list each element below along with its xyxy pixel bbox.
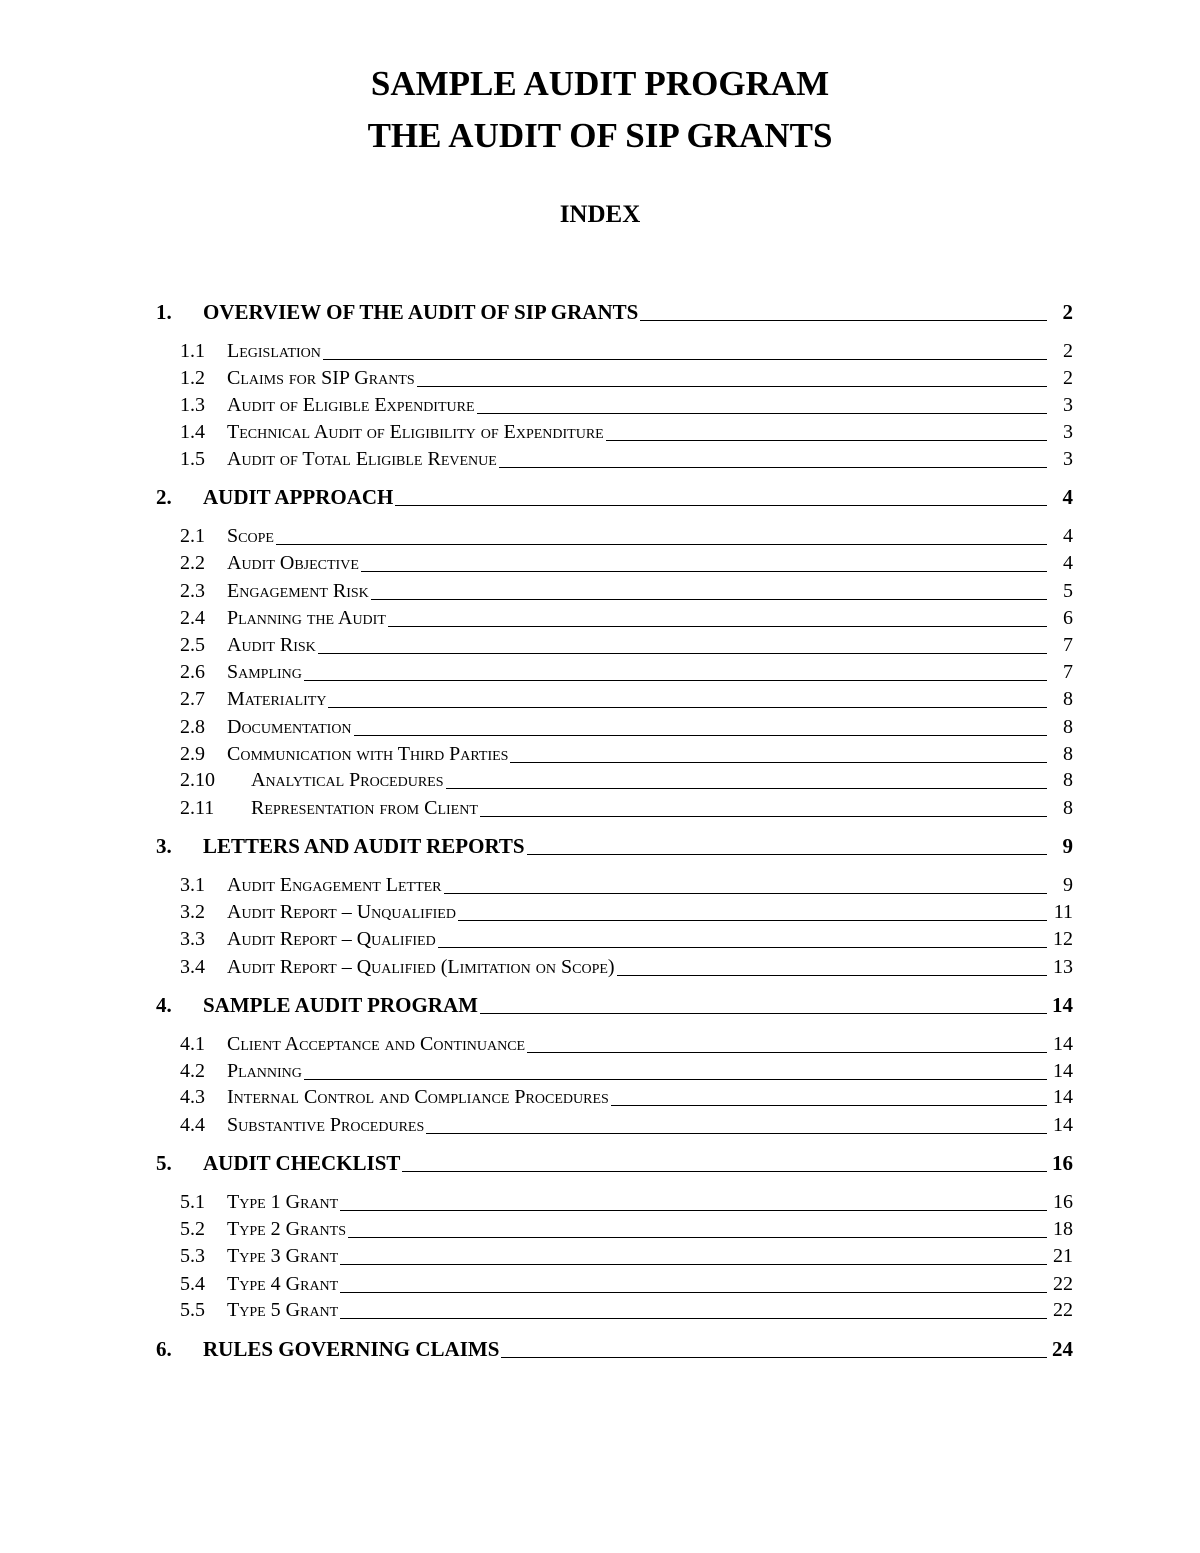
toc-number: 1.1 (180, 340, 205, 362)
toc-leader (340, 1296, 1047, 1319)
toc-page-number: 3 (1063, 421, 1073, 443)
toc-section[interactable] (0, 991, 1200, 1019)
toc-page-number: 21 (1053, 1245, 1073, 1267)
toc-number: 4.3 (180, 1086, 205, 1108)
toc-leader (611, 1083, 1047, 1106)
toc-page-number: 3 (1063, 448, 1073, 470)
toc-leader (458, 898, 1047, 921)
toc-leader (426, 1111, 1047, 1134)
toc-number: 1.2 (180, 367, 205, 389)
toc-number: 1.4 (180, 421, 205, 443)
toc-title: Communication with Third Parties (227, 743, 509, 765)
toc-title: Audit Report – Qualified (227, 928, 436, 950)
toc-page-number: 2 (1063, 340, 1073, 362)
toc-section[interactable] (0, 1149, 1200, 1177)
toc-title: Type 1 Grant (227, 1191, 339, 1213)
toc-leader (318, 631, 1047, 654)
toc-page-number: 14 (1053, 1086, 1073, 1108)
toc-title: AUDIT CHECKLIST (203, 1151, 401, 1175)
toc-title: Engagement Risk (227, 580, 369, 602)
toc-title: Client Acceptance and Continuance (227, 1033, 526, 1055)
toc-subsection[interactable] (0, 794, 1200, 822)
toc-number: 5.3 (180, 1245, 205, 1267)
toc-leader (617, 953, 1047, 976)
toc-page-number: 14 (1052, 993, 1073, 1017)
toc-leader (640, 298, 1047, 321)
toc-page-number: 2 (1062, 300, 1073, 324)
toc-page-number: 14 (1053, 1060, 1073, 1082)
toc-page-number: 16 (1053, 1191, 1073, 1213)
toc-title: Documentation (227, 716, 352, 738)
toc-number: 2.4 (180, 607, 205, 629)
toc-page-number: 9 (1063, 874, 1073, 896)
toc-leader (323, 337, 1047, 360)
toc-leader (276, 522, 1047, 545)
toc-page-number: 2 (1063, 367, 1073, 389)
toc-page-number: 8 (1063, 688, 1073, 710)
toc-page-number: 3 (1063, 394, 1073, 416)
toc-leader (388, 604, 1047, 627)
toc-subsection[interactable] (0, 925, 1200, 953)
toc-title: Analytical Procedures (251, 769, 444, 791)
toc-title: Claims for SIP Grants (227, 367, 415, 389)
toc-title: Audit of Total Eligible Revenue (227, 448, 497, 470)
toc-title: Audit of Eligible Expenditure (227, 394, 475, 416)
toc-number: 5.5 (180, 1299, 205, 1321)
toc-subsection[interactable] (0, 522, 1200, 550)
toc-subsection[interactable] (0, 1270, 1200, 1298)
toc-leader (499, 445, 1047, 468)
toc-number: 2.11 (180, 797, 215, 819)
toc-number: 1.3 (180, 394, 205, 416)
toc-number: 3.1 (180, 874, 205, 896)
toc-number: 2.6 (180, 661, 205, 683)
toc-number: 3.3 (180, 928, 205, 950)
toc-leader (527, 1030, 1047, 1053)
toc-number: 4.1 (180, 1033, 205, 1055)
toc-subsection[interactable] (0, 577, 1200, 605)
toc-title: Representation from Client (251, 797, 478, 819)
toc-leader (402, 1149, 1047, 1172)
toc-title: Materiality (227, 688, 327, 710)
toc-subsection[interactable] (0, 1296, 1200, 1324)
toc-page-number: 7 (1063, 634, 1073, 656)
toc-page-number: 16 (1052, 1151, 1073, 1175)
toc-subsection[interactable] (0, 871, 1200, 899)
toc-title: Scope (227, 525, 274, 547)
toc-title: Audit Risk (227, 634, 316, 656)
toc-number: 2.3 (180, 580, 205, 602)
toc-number: 3.4 (180, 956, 205, 978)
toc-subsection[interactable] (0, 953, 1200, 981)
toc-subsection[interactable] (0, 549, 1200, 577)
toc-subsection[interactable] (0, 1083, 1200, 1111)
toc-leader (348, 1215, 1047, 1238)
toc-subsection[interactable] (0, 1188, 1200, 1216)
toc-leader (527, 832, 1047, 855)
toc-leader (304, 658, 1047, 681)
toc-subsection[interactable] (0, 740, 1200, 768)
toc-subsection[interactable] (0, 713, 1200, 741)
toc-leader (304, 1057, 1047, 1080)
toc-title: Audit Report – Unqualified (227, 901, 456, 923)
toc-number: 5.2 (180, 1218, 205, 1240)
toc-page-number: 7 (1063, 661, 1073, 683)
toc-number: 2.8 (180, 716, 205, 738)
toc-page-number: 5 (1063, 580, 1073, 602)
toc-subsection[interactable] (0, 391, 1200, 419)
toc-number: 3.2 (180, 901, 205, 923)
toc-page-number: 4 (1063, 552, 1073, 574)
toc-number: 5. (156, 1151, 172, 1175)
toc-title: Substantive Procedures (227, 1114, 425, 1136)
toc-page-number: 9 (1062, 834, 1073, 858)
toc-title: Planning (227, 1060, 302, 1082)
index-heading: INDEX (559, 201, 641, 228)
toc-page-number: 18 (1053, 1218, 1073, 1240)
toc-subsection[interactable] (0, 604, 1200, 632)
toc-page-number: 8 (1063, 743, 1073, 765)
toc-title: Audit Report – Qualified (Limitation on Scope) (227, 956, 615, 978)
toc-page-number: 24 (1052, 1337, 1073, 1361)
toc-title: Technical Audit of Eligibility of Expenditure (227, 421, 604, 443)
toc-title: SAMPLE AUDIT PROGRAM (203, 993, 478, 1017)
toc-section[interactable] (0, 483, 1200, 511)
toc-leader (480, 991, 1047, 1014)
toc-page-number: 8 (1063, 797, 1073, 819)
toc-number: 4. (156, 993, 172, 1017)
toc-section[interactable] (0, 832, 1200, 860)
toc-leader (371, 577, 1047, 600)
toc-leader (417, 364, 1047, 387)
toc-leader (328, 685, 1047, 708)
toc-page-number: 14 (1053, 1114, 1073, 1136)
toc-subsection[interactable] (0, 337, 1200, 365)
toc-page-number: 14 (1053, 1033, 1073, 1055)
toc-leader (501, 1335, 1047, 1358)
toc-number: 4.2 (180, 1060, 205, 1082)
toc-page-number: 4 (1063, 525, 1073, 547)
toc-leader (606, 418, 1047, 441)
toc-title: LETTERS AND AUDIT REPORTS (203, 834, 525, 858)
toc-subsection[interactable] (0, 1030, 1200, 1058)
toc-leader (477, 391, 1047, 414)
toc-subsection[interactable] (0, 364, 1200, 392)
toc-page-number: 8 (1063, 716, 1073, 738)
toc-page-number: 13 (1053, 956, 1073, 978)
toc-number: 2.10 (180, 769, 215, 791)
toc-leader (395, 483, 1047, 506)
toc-subsection[interactable] (0, 658, 1200, 686)
toc-title: Planning the Audit (227, 607, 386, 629)
toc-leader (354, 713, 1047, 736)
toc-number: 2.9 (180, 743, 205, 765)
toc-title: RULES GOVERNING CLAIMS (203, 1337, 500, 1361)
toc-number: 5.4 (180, 1273, 205, 1295)
toc-page-number: 22 (1053, 1299, 1073, 1321)
toc-title: Internal Control and Compliance Procedures (227, 1086, 609, 1108)
toc-leader (480, 794, 1047, 817)
toc-subsection[interactable] (0, 685, 1200, 713)
toc-page-number: 11 (1053, 901, 1073, 923)
toc-title: Type 2 Grants (227, 1218, 347, 1240)
toc-subsection[interactable] (0, 1111, 1200, 1139)
toc-subsection[interactable] (0, 631, 1200, 659)
toc-title: Legislation (227, 340, 321, 362)
toc-number: 2.2 (180, 552, 205, 574)
toc-subsection[interactable] (0, 1057, 1200, 1085)
toc-title: Audit Engagement Letter (227, 874, 442, 896)
toc-number: 6. (156, 1337, 172, 1361)
toc-number: 2. (156, 485, 172, 509)
toc-number: 1. (156, 300, 172, 324)
toc-number: 5.1 (180, 1191, 205, 1213)
toc-page-number: 12 (1053, 928, 1073, 950)
toc-leader (438, 925, 1047, 948)
toc-subsection[interactable] (0, 898, 1200, 926)
toc-leader (444, 871, 1047, 894)
toc-page-number: 6 (1063, 607, 1073, 629)
toc-section[interactable] (0, 298, 1200, 326)
toc-title: Type 4 Grant (227, 1273, 339, 1295)
toc-section[interactable] (0, 1335, 1200, 1363)
toc-number: 3. (156, 834, 172, 858)
toc-subsection[interactable] (0, 1242, 1200, 1270)
toc-title: Type 5 Grant (227, 1299, 339, 1321)
toc-subsection[interactable] (0, 445, 1200, 473)
toc-page-number: 4 (1062, 485, 1073, 509)
toc-subsection[interactable] (0, 418, 1200, 446)
toc-subsection[interactable] (0, 766, 1200, 794)
toc-subsection[interactable] (0, 1215, 1200, 1243)
toc-leader (361, 549, 1047, 572)
toc-number: 2.1 (180, 525, 205, 547)
toc-leader (340, 1188, 1047, 1211)
toc-leader (446, 766, 1047, 789)
document-title-line2: THE AUDIT OF SIP GRANTS (367, 116, 833, 155)
toc-number: 2.5 (180, 634, 205, 656)
toc-page-number: 8 (1063, 769, 1073, 791)
toc-title: Audit Objective (227, 552, 359, 574)
toc-leader (510, 740, 1047, 763)
toc-title: Sampling (227, 661, 302, 683)
toc-number: 1.5 (180, 448, 205, 470)
toc-title: OVERVIEW OF THE AUDIT OF SIP GRANTS (203, 300, 639, 324)
document-title-line1: SAMPLE AUDIT PROGRAM (370, 64, 830, 103)
toc-page-number: 22 (1053, 1273, 1073, 1295)
toc-number: 4.4 (180, 1114, 205, 1136)
toc-leader (340, 1270, 1047, 1293)
toc-title: Type 3 Grant (227, 1245, 339, 1267)
toc-title: AUDIT APPROACH (203, 485, 394, 509)
toc-leader (340, 1242, 1047, 1265)
toc-number: 2.7 (180, 688, 205, 710)
